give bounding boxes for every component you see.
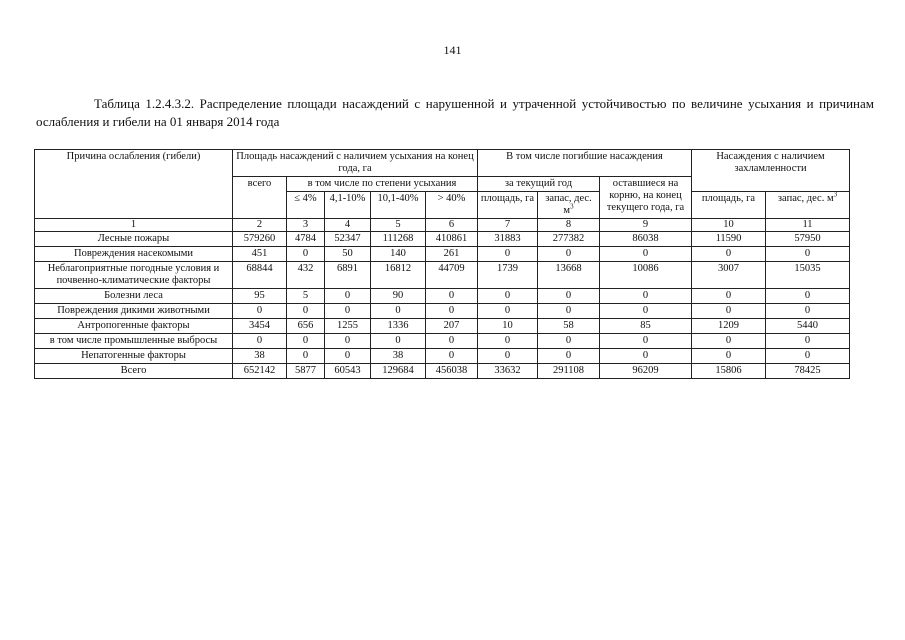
- row-value: 4784: [287, 232, 325, 247]
- row-value: 0: [478, 304, 538, 319]
- header-clutter-stock: [766, 192, 850, 219]
- row-value: 0: [371, 304, 426, 319]
- table-caption: Таблица 1.2.4.3.2. Распределение площади насаждений с нарушенной и утраченной устойчивостью по величине усыхания и причинам ослабления и гибели на 01 января 2014 года: [36, 96, 874, 129]
- row-cause: Лесные пожары: [35, 232, 233, 247]
- table-row: [35, 319, 850, 334]
- row-value: 410861: [426, 232, 478, 247]
- row-value: 86038: [600, 232, 692, 247]
- table-row: [35, 334, 850, 349]
- row-value: 0: [600, 349, 692, 364]
- row-value: 0: [426, 334, 478, 349]
- row-value: 0: [426, 349, 478, 364]
- row-value: 95: [233, 289, 287, 304]
- row-value: 456038: [426, 364, 478, 379]
- header-dead-group: В том числе погибшие насаждения: [478, 150, 692, 177]
- row-value: 0: [538, 334, 600, 349]
- row-value: 5440: [766, 319, 850, 334]
- row-value: 0: [600, 334, 692, 349]
- row-value: 207: [426, 319, 478, 334]
- row-value: 1739: [478, 262, 538, 289]
- row-value: 0: [538, 247, 600, 262]
- row-value: 15035: [766, 262, 850, 289]
- row-value: 0: [600, 247, 692, 262]
- row-value: 111268: [371, 232, 426, 247]
- row-value: 432: [287, 262, 325, 289]
- row-value: 0: [325, 304, 371, 319]
- row-value: 0: [766, 304, 850, 319]
- row-value: 38: [371, 349, 426, 364]
- header-dead-stock: [538, 192, 600, 219]
- page-number: 141: [443, 43, 462, 57]
- row-value: 0: [478, 334, 538, 349]
- row-cause: Неблагоприятные погодные условия и почвенно-климатические факторы: [35, 262, 233, 289]
- row-value: 0: [766, 349, 850, 364]
- row-value: 44709: [426, 262, 478, 289]
- row-value: 0: [692, 289, 766, 304]
- row-value: 0: [371, 334, 426, 349]
- table-row: [35, 304, 850, 319]
- row-value: 0: [538, 304, 600, 319]
- row-value: 57950: [766, 232, 850, 247]
- header-total: всего: [233, 177, 287, 219]
- header-by-degree: в том числе по степени усыхания: [287, 177, 478, 192]
- row-value: 0: [766, 334, 850, 349]
- row-value: 0: [692, 247, 766, 262]
- column-number: 11: [766, 219, 850, 232]
- row-value: 78425: [766, 364, 850, 379]
- row-value: 31883: [478, 232, 538, 247]
- row-value: 5: [287, 289, 325, 304]
- data-table: [34, 149, 850, 379]
- row-value: 277382: [538, 232, 600, 247]
- row-value: 0: [766, 289, 850, 304]
- row-value: 52347: [325, 232, 371, 247]
- row-value: 85: [600, 319, 692, 334]
- row-value: 96209: [600, 364, 692, 379]
- row-value: 38: [233, 349, 287, 364]
- row-value: 33632: [478, 364, 538, 379]
- row-value: 60543: [325, 364, 371, 379]
- row-value: 652142: [233, 364, 287, 379]
- row-value: 0: [600, 304, 692, 319]
- row-value: 451: [233, 247, 287, 262]
- row-value: 5877: [287, 364, 325, 379]
- row-value: 3007: [692, 262, 766, 289]
- row-cause: Антропогенные факторы: [35, 319, 233, 334]
- header-row-1: [35, 150, 850, 177]
- header-dead-stock-text: запас, дес. м: [545, 193, 592, 216]
- row-value: 0: [478, 349, 538, 364]
- header-current-year: за текущий год: [478, 177, 600, 192]
- row-value: 15806: [692, 364, 766, 379]
- table-row: [35, 349, 850, 364]
- row-value: 0: [426, 304, 478, 319]
- row-value: 0: [287, 349, 325, 364]
- column-number: 5: [371, 219, 426, 232]
- row-value: 68844: [233, 262, 287, 289]
- row-cause: Всего: [35, 364, 233, 379]
- row-cause: Болезни леса: [35, 289, 233, 304]
- column-number: 7: [478, 219, 538, 232]
- header-deg1: ≤ 4%: [287, 192, 325, 219]
- row-value: 0: [538, 289, 600, 304]
- row-value: 13668: [538, 262, 600, 289]
- column-number: 3: [287, 219, 325, 232]
- row-value: 0: [233, 334, 287, 349]
- row-value: 0: [287, 304, 325, 319]
- row-value: 50: [325, 247, 371, 262]
- column-number: 8: [538, 219, 600, 232]
- row-value: 3454: [233, 319, 287, 334]
- header-deg3: 10,1-40%: [371, 192, 426, 219]
- superscript-3: 3: [570, 202, 574, 211]
- row-value: 140: [371, 247, 426, 262]
- header-dead-area: площадь, га: [478, 192, 538, 219]
- row-value: 1255: [325, 319, 371, 334]
- row-value: 0: [692, 304, 766, 319]
- row-value: 0: [287, 247, 325, 262]
- header-area-group: Площадь насаждений с наличием усыхания на конец года, га: [233, 150, 478, 177]
- row-value: 0: [692, 334, 766, 349]
- row-value: 261: [426, 247, 478, 262]
- column-number: 2: [233, 219, 287, 232]
- row-value: 0: [538, 349, 600, 364]
- header-clutter-stock-text: запас, дес. м: [777, 193, 834, 204]
- row-value: 0: [478, 289, 538, 304]
- column-number: 6: [426, 219, 478, 232]
- row-value: 656: [287, 319, 325, 334]
- row-cause: в том числе промышленные выбросы: [35, 334, 233, 349]
- superscript-3: 3: [833, 191, 838, 199]
- row-value: 0: [325, 349, 371, 364]
- column-number: 4: [325, 219, 371, 232]
- row-value: 10: [478, 319, 538, 334]
- table-row: [35, 364, 850, 379]
- row-value: 11590: [692, 232, 766, 247]
- row-value: 0: [478, 247, 538, 262]
- table-body: [35, 232, 850, 379]
- column-number: 9: [600, 219, 692, 232]
- column-number: 1: [35, 219, 233, 232]
- row-cause: Повреждения насекомыми: [35, 247, 233, 262]
- row-value: 58: [538, 319, 600, 334]
- table-row: [35, 247, 850, 262]
- column-number-row: [35, 219, 850, 232]
- row-value: 90: [371, 289, 426, 304]
- row-value: 0: [233, 304, 287, 319]
- row-value: 16812: [371, 262, 426, 289]
- row-cause: Повреждения дикими животными: [35, 304, 233, 319]
- row-value: 129684: [371, 364, 426, 379]
- row-cause: Непатогенные факторы: [35, 349, 233, 364]
- header-cause: Причина ослабления (гибели): [35, 150, 233, 219]
- row-value: 0: [692, 349, 766, 364]
- row-value: 0: [325, 334, 371, 349]
- row-value: 0: [287, 334, 325, 349]
- header-clutter-area: площадь, га: [692, 192, 766, 219]
- row-value: 291108: [538, 364, 600, 379]
- row-value: 0: [600, 289, 692, 304]
- row-value: 1209: [692, 319, 766, 334]
- row-value: 6891: [325, 262, 371, 289]
- table-row: [35, 289, 850, 304]
- header-remaining: оставшиеся на корню, на конец текущего года, га: [600, 177, 692, 219]
- row-value: 579260: [233, 232, 287, 247]
- row-value: 1336: [371, 319, 426, 334]
- row-value: 0: [426, 289, 478, 304]
- row-value: 0: [766, 247, 850, 262]
- row-value: 0: [325, 289, 371, 304]
- header-deg4: > 40%: [426, 192, 478, 219]
- row-value: 10086: [600, 262, 692, 289]
- table-row: [35, 232, 850, 247]
- header-clutter-group: Насаждения с наличием захламленности: [692, 150, 850, 192]
- header-deg2: 4,1-10%: [325, 192, 371, 219]
- column-number: 10: [692, 219, 766, 232]
- table-row: [35, 262, 850, 289]
